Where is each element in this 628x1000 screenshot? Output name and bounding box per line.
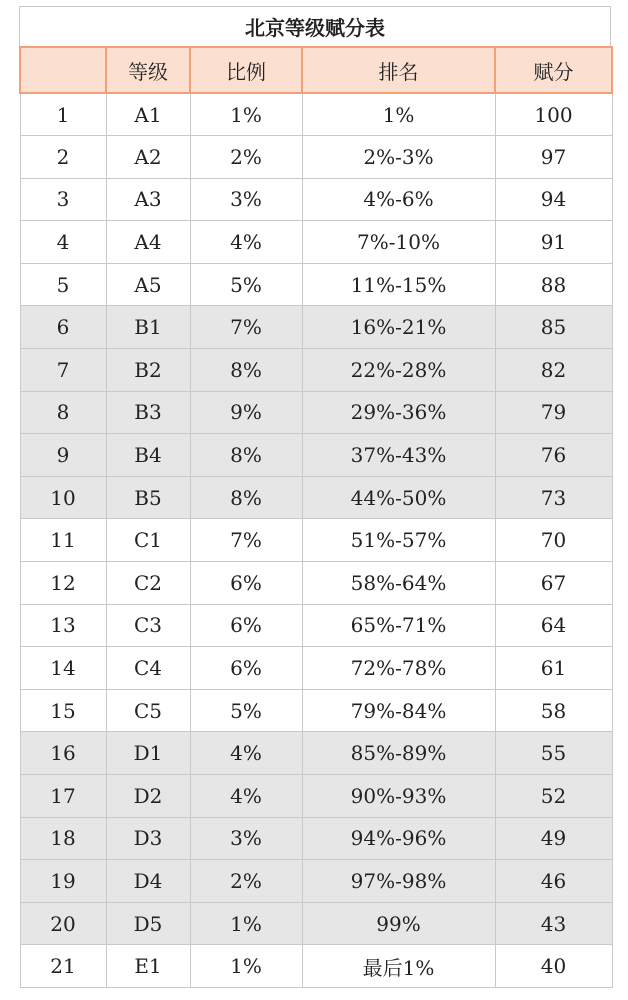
cell-grade: D5 [106,902,190,945]
cell-grade: A4 [106,221,190,264]
table-row [20,263,612,306]
cell-index: 8 [20,391,106,434]
cell-rank: 72%-78% [302,647,495,690]
cell-index: 7 [20,349,106,392]
cell-rank: 51%-57% [302,519,495,562]
cell-grade: C3 [106,604,190,647]
cell-index: 15 [20,689,106,732]
table-row [20,689,612,732]
cell-ratio: 7% [190,306,302,349]
cell-index: 13 [20,604,106,647]
cell-score: 58 [495,689,612,732]
cell-score: 76 [495,434,612,477]
cell-ratio: 5% [190,263,302,306]
cell-rank: 90%-93% [302,775,495,818]
cell-index: 3 [20,178,106,221]
header-index [20,47,106,93]
table-row [20,434,612,477]
cell-ratio: 8% [190,434,302,477]
cell-score: 40 [495,945,612,988]
cell-grade: C4 [106,647,190,690]
score-table-container [19,6,611,988]
cell-grade: B5 [106,476,190,519]
table-row [20,178,612,221]
cell-rank: 85%-89% [302,732,495,775]
cell-rank: 29%-36% [302,391,495,434]
cell-score: 85 [495,306,612,349]
cell-grade: D4 [106,860,190,903]
table-row [20,732,612,775]
cell-score: 52 [495,775,612,818]
cell-ratio: 5% [190,689,302,732]
table-row [20,775,612,818]
cell-score: 61 [495,647,612,690]
cell-score: 64 [495,604,612,647]
table-row [20,562,612,605]
table-title: 北京等级赋分表 [19,6,611,46]
cell-ratio: 3% [190,817,302,860]
cell-score: 94 [495,178,612,221]
cell-score: 91 [495,221,612,264]
header-score: 赋分 [495,47,612,93]
cell-grade: E1 [106,945,190,988]
cell-ratio: 3% [190,178,302,221]
cell-ratio: 1% [190,945,302,988]
cell-index: 12 [20,562,106,605]
cell-ratio: 8% [190,349,302,392]
table-row [20,604,612,647]
cell-rank: 4%-6% [302,178,495,221]
cell-index: 20 [20,902,106,945]
cell-ratio: 9% [190,391,302,434]
table-row [20,945,612,988]
cell-ratio: 8% [190,476,302,519]
cell-grade: B2 [106,349,190,392]
header-grade: 等级 [106,47,190,93]
cell-ratio: 4% [190,732,302,775]
cell-score: 73 [495,476,612,519]
table-row [20,902,612,945]
cell-score: 79 [495,391,612,434]
cell-rank: 7%-10% [302,221,495,264]
table-row [20,391,612,434]
cell-grade: B1 [106,306,190,349]
cell-rank: 44%-50% [302,476,495,519]
table-row [20,817,612,860]
cell-grade: B3 [106,391,190,434]
cell-rank: 58%-64% [302,562,495,605]
cell-score: 97 [495,136,612,179]
table-row [20,476,612,519]
cell-score: 46 [495,860,612,903]
cell-rank: 65%-71% [302,604,495,647]
table-row [20,349,612,392]
cell-ratio: 1% [190,93,302,136]
cell-rank: 37%-43% [302,434,495,477]
score-table [19,46,613,988]
cell-rank: 最后1% [302,945,495,988]
cell-score: 70 [495,519,612,562]
table-row [20,221,612,264]
table-row [20,647,612,690]
cell-score: 43 [495,902,612,945]
cell-grade: A2 [106,136,190,179]
table-row [20,860,612,903]
cell-grade: A1 [106,93,190,136]
cell-grade: D3 [106,817,190,860]
cell-grade: A3 [106,178,190,221]
cell-index: 6 [20,306,106,349]
cell-rank: 99% [302,902,495,945]
cell-ratio: 6% [190,604,302,647]
cell-rank: 16%-21% [302,306,495,349]
cell-grade: C5 [106,689,190,732]
cell-index: 14 [20,647,106,690]
cell-index: 11 [20,519,106,562]
cell-index: 9 [20,434,106,477]
cell-score: 55 [495,732,612,775]
cell-grade: C1 [106,519,190,562]
cell-rank: 97%-98% [302,860,495,903]
cell-index: 17 [20,775,106,818]
table-row [20,306,612,349]
cell-rank: 79%-84% [302,689,495,732]
header-row [20,47,612,93]
cell-score: 49 [495,817,612,860]
cell-grade: B4 [106,434,190,477]
cell-rank: 94%-96% [302,817,495,860]
cell-score: 88 [495,263,612,306]
cell-index: 5 [20,263,106,306]
cell-ratio: 1% [190,902,302,945]
cell-score: 100 [495,93,612,136]
cell-grade: A5 [106,263,190,306]
header-ratio: 比例 [190,47,302,93]
cell-index: 16 [20,732,106,775]
cell-score: 82 [495,349,612,392]
cell-ratio: 2% [190,860,302,903]
table-row [20,136,612,179]
cell-ratio: 6% [190,562,302,605]
cell-index: 21 [20,945,106,988]
table-body [20,93,612,987]
cell-grade: D2 [106,775,190,818]
cell-rank: 1% [302,93,495,136]
table-row [20,519,612,562]
cell-grade: D1 [106,732,190,775]
cell-index: 2 [20,136,106,179]
cell-grade: C2 [106,562,190,605]
cell-index: 4 [20,221,106,264]
cell-rank: 2%-3% [302,136,495,179]
cell-index: 10 [20,476,106,519]
cell-ratio: 6% [190,647,302,690]
cell-index: 18 [20,817,106,860]
cell-rank: 22%-28% [302,349,495,392]
table-row [20,93,612,136]
header-rank: 排名 [302,47,495,93]
cell-index: 1 [20,93,106,136]
cell-ratio: 2% [190,136,302,179]
cell-ratio: 4% [190,221,302,264]
cell-rank: 11%-15% [302,263,495,306]
cell-index: 19 [20,860,106,903]
cell-ratio: 4% [190,775,302,818]
cell-score: 67 [495,562,612,605]
cell-ratio: 7% [190,519,302,562]
